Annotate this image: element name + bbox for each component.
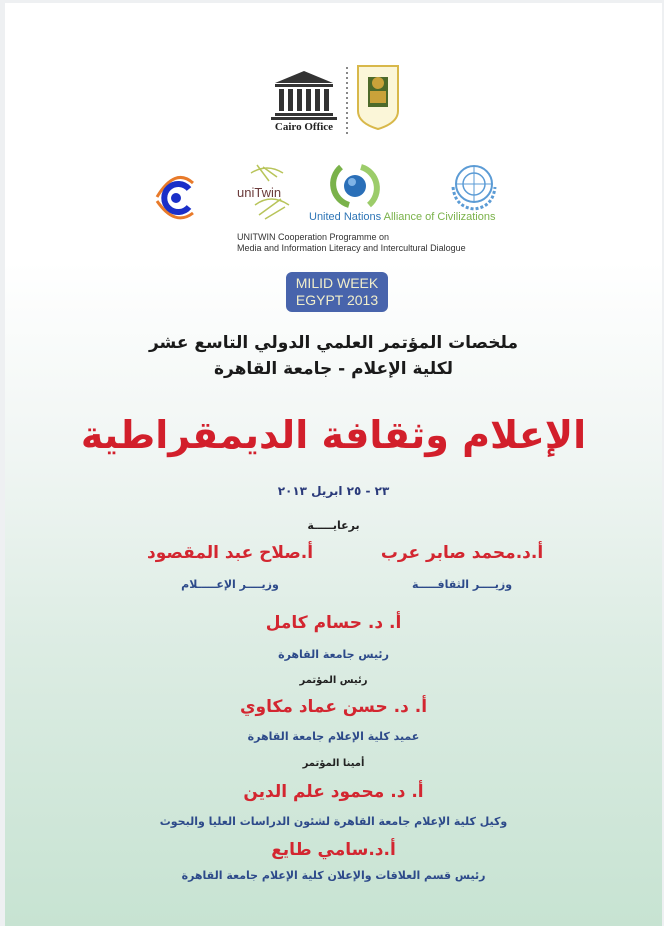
un-globe-icon — [445, 157, 503, 213]
unaoc-logo — [327, 161, 383, 211]
official-role-university-president: رئيس جامعة القاهرة — [278, 648, 389, 661]
patron-role-information: وزيــــر الإعـــــلام — [181, 578, 279, 591]
official-name-vice-dean: أ. د. محمود علم الدين — [243, 782, 424, 802]
official-role-vice-dean: وكيل كلية الإعلام جامعة القاهرة لشئون الدراسات العليا والبحوث — [159, 815, 508, 828]
eye-c-icon — [151, 161, 199, 233]
unaoc-text-un: United Nations — [309, 211, 382, 223]
logo-divider — [346, 67, 348, 135]
unitwin-logo — [237, 163, 295, 225]
official-role-dept-head: رئيس قسم العلاقات والإعلان كلية الإعلام جامعة القاهرة — [181, 869, 486, 882]
badge-line-1: MILID WEEK — [295, 275, 379, 291]
patron-name-information: أ.صلاح عبد المقصود — [146, 543, 314, 563]
programme-line-2: Media and Information Literacy and Intercultural Dialogue — [237, 243, 466, 253]
globe-swoosh-icon — [327, 161, 383, 211]
cairo-university-logo — [355, 63, 401, 141]
unitwin-programme-text — [237, 232, 466, 254]
conference-subtitle-2: لكلية الإعلام - جامعة القاهرة — [214, 359, 453, 379]
poster-page — [5, 3, 662, 926]
official-name-dept-head: أ.د.سامي طايع — [271, 840, 396, 860]
conference-subtitle-1: ملخصات المؤتمر العلمي الدولي التاسع عشر — [148, 333, 519, 353]
unesco-caption: Cairo Office — [274, 121, 334, 133]
unitwin-wordmark: uniTwin — [237, 185, 282, 200]
milid-week-badge — [286, 272, 388, 312]
unaoc-wordmark — [309, 211, 496, 223]
faculty-mass-communication-logo — [151, 161, 199, 233]
conference-title: الإعلام وثقافة الديمقراطية — [80, 413, 587, 457]
official-name-dean: أ. د. حسن عماد مكاوي — [239, 697, 428, 717]
university-crest-icon — [355, 63, 401, 141]
official-role-dean: عميد كلية الإعلام جامعة القاهرة — [247, 730, 420, 743]
temple-icon — [267, 69, 341, 121]
conference-date: ٢٣ - ٢٥ ابريل ٢٠١٣ — [277, 484, 390, 498]
programme-line-1: UNITWIN Cooperation Programme on — [237, 232, 390, 242]
conference-chair-label: رئيس المؤتمر — [299, 675, 368, 686]
un-emblem-logo — [445, 157, 503, 213]
official-name-university-president: أ. د. حسام كامل — [265, 613, 402, 633]
conference-secretaries-label: أمينا المؤتمر — [302, 758, 365, 769]
patronage-label: برعايـــــة — [307, 519, 360, 532]
patron-role-culture: وزيــــر الثقافـــــة — [411, 578, 513, 591]
patron-name-culture: أ.د.محمد صابر عرب — [380, 543, 544, 563]
badge-line-2: EGYPT 2013 — [295, 292, 379, 308]
unaoc-text-aoc: Alliance of Civilizations — [383, 211, 496, 223]
unesco-logo — [267, 69, 341, 137]
